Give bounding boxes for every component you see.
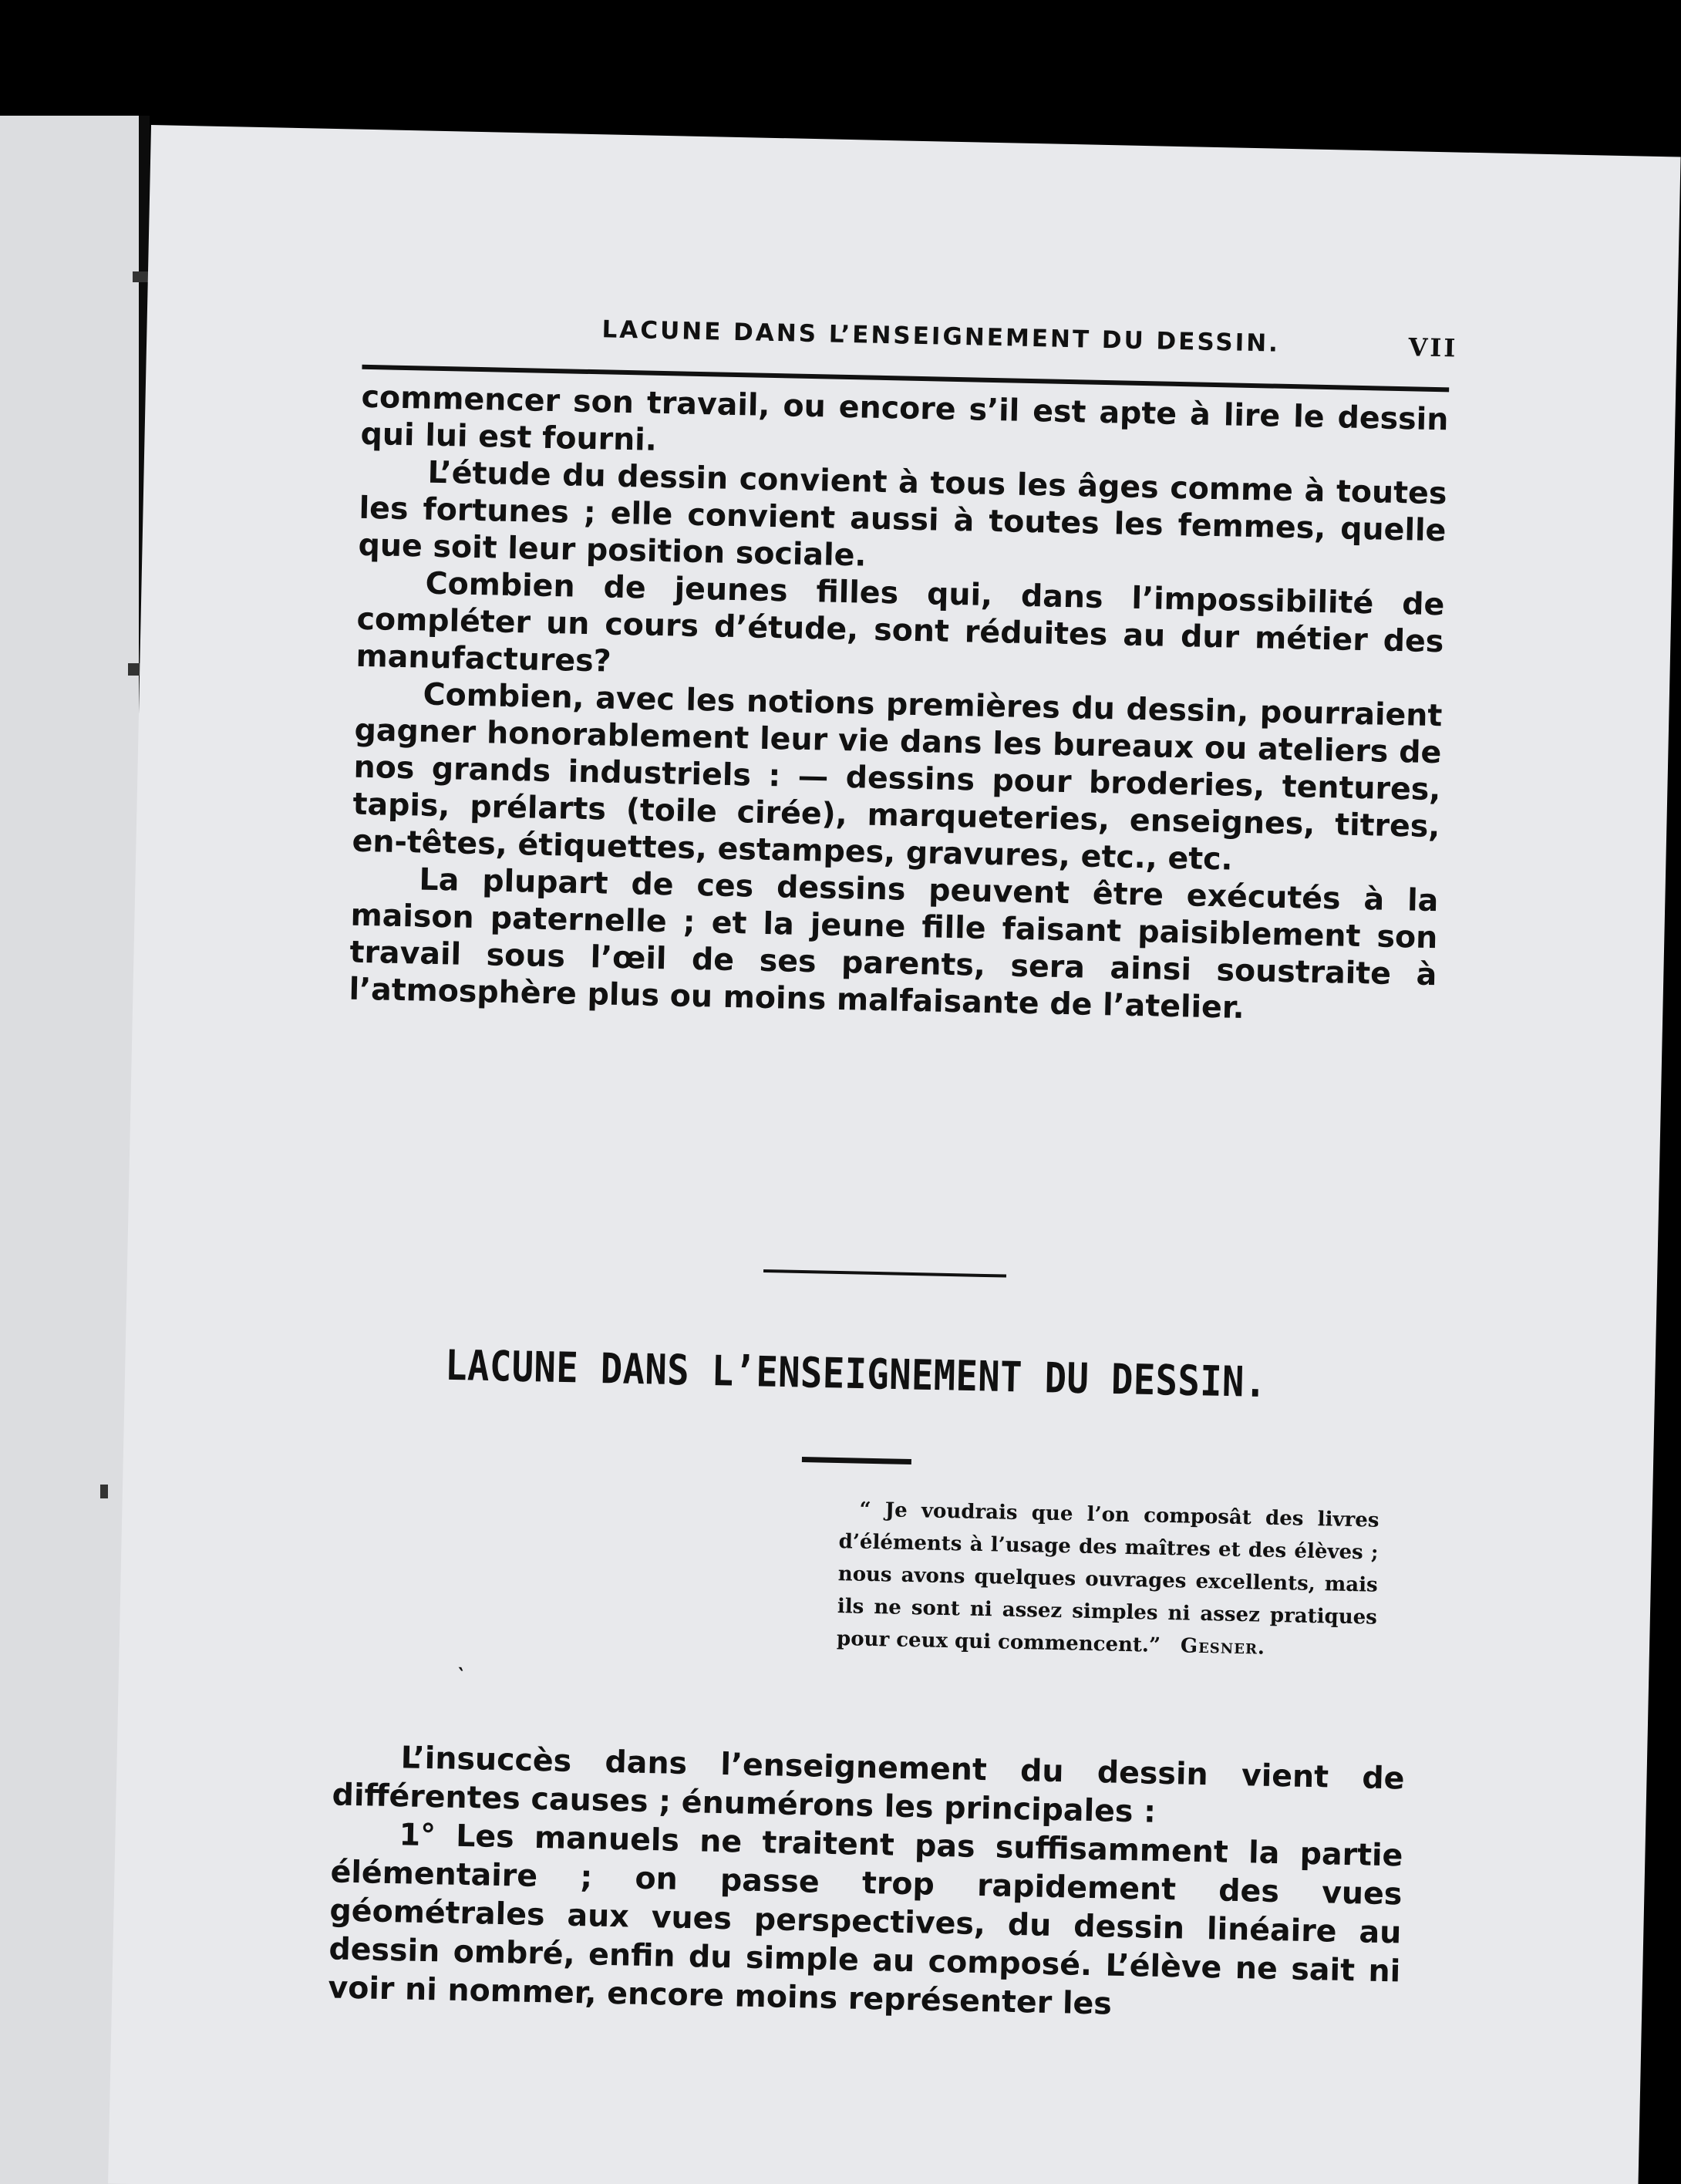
running-head-title: LACUNE DANS L’ENSEIGNEMENT DU DESSIN. bbox=[601, 315, 1281, 358]
epigraph-text: “ Je voudrais que l’on composât des livres d’éléments à l’usage des maîtres et des élèves ; nous avons quelques ouvrages excellents, mais ils ne sont ni assez simples ni assez pratiques pour ceux qui commencent.” bbox=[836, 1498, 1379, 1657]
paragraph: Combien de jeunes filles qui, dans l’impossibilité de compléter un cours d’étude, sont réduites au dur métier des manufactures? bbox=[355, 565, 1445, 679]
paragraph: L’étude du dessin convient à tous les âges comme à toutes les fortunes ; elle convient aussi à toutes les femmes, quelle que soit leur position sociale. bbox=[358, 454, 1447, 574]
epigraph bbox=[837, 1493, 1379, 1667]
section-title: LACUNE DANS L’ENSEIGNEMENT DU DESSIN. bbox=[444, 1341, 1268, 1407]
section-divider bbox=[763, 1269, 1006, 1278]
epigraph-author: Gesner. bbox=[1180, 1634, 1266, 1660]
paragraph: L’insuccès dans l’enseignement du dessin vient de différentes causes ; énumérons les principales : bbox=[332, 1740, 1405, 1830]
page-content bbox=[327, 311, 1458, 2022]
title-rule bbox=[802, 1457, 911, 1464]
section-body-text bbox=[328, 1737, 1405, 2029]
gutter-mark bbox=[100, 1485, 108, 1498]
running-head bbox=[362, 311, 1458, 372]
stray-mark: ‵ bbox=[457, 1663, 464, 1687]
paragraph: 1° Les manuels ne traitent pas suffisamment la partie élémentaire ; on passe trop rapidement des vues géométrales aux vues perspectives, du dessin linéaire au dessin ombré, enfin du simple au composé. L’élève ne sait ni voir ni nommer, encore moins représenter les bbox=[327, 1817, 1403, 2022]
paragraph: La plupart de ces dessins peuvent être exécutés à la maison paternelle ; et la jeune fille faisant paisiblement son travail sous l’œil de ses parents, sera ainsi soustraite à l’atmosphère plus ou moins malfaisante de l’atelier. bbox=[349, 861, 1439, 1026]
page-number: VII bbox=[1408, 332, 1458, 363]
book-page bbox=[108, 125, 1680, 2184]
body-text bbox=[349, 379, 1449, 1030]
paragraph: commencer son travail, ou encore s’il est apte à lire le dessin qui lui est fourni. bbox=[360, 379, 1449, 458]
paragraph: Combien, avec les notions premières du dessin, pourraient gagner honorablement leur vie dans les bureaux ou ateliers de nos grands industriels : — dessins pour broderies, tentures, tapis, prélarts (toile cirée), marqueteries, enseignes, titres, en-têtes, étiquettes, estampes, gravures, etc., etc. bbox=[352, 676, 1443, 878]
